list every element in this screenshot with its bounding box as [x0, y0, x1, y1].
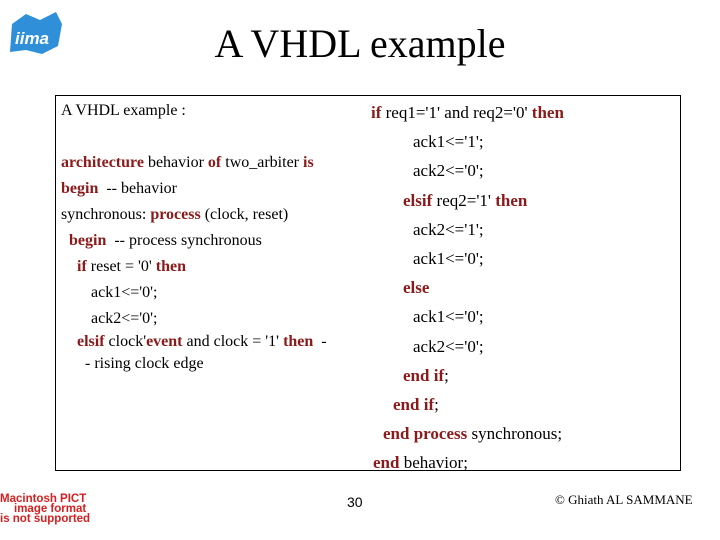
- code-line: [365, 273, 677, 302]
- code-line: [61, 176, 361, 202]
- code-keyword: of: [207, 154, 222, 171]
- code-line: [365, 215, 677, 244]
- code-line: [365, 98, 677, 127]
- code-keyword: else: [403, 278, 430, 298]
- code-text: -- behavior: [98, 180, 177, 197]
- code-line: [365, 302, 677, 331]
- page-number: 30: [347, 494, 363, 510]
- logo-text: iima: [15, 29, 50, 48]
- code-line: [61, 202, 361, 228]
- code-keyword: end: [373, 453, 400, 473]
- code-keyword: then: [155, 258, 187, 275]
- code-keyword: if: [371, 103, 382, 122]
- code-text: clock': [104, 333, 147, 350]
- code-keyword: then: [495, 190, 528, 210]
- author-credit: © Ghiath AL SAMMANE: [555, 492, 693, 507]
- code-line: [365, 244, 677, 273]
- left-code-heading: A VHDL example :: [61, 102, 186, 119]
- code-text: ;: [434, 395, 439, 415]
- code-text: synchronous;: [467, 424, 563, 444]
- code-text: ack2<='0';: [91, 310, 158, 327]
- code-text: ack2<='0';: [413, 161, 484, 181]
- code-keyword: elsif: [77, 333, 105, 350]
- code-text: ack2<='1';: [413, 219, 484, 239]
- code-line: [61, 228, 361, 254]
- code-keyword: begin: [61, 180, 99, 197]
- code-text: ack1<='0';: [413, 249, 484, 269]
- code-keyword: architecture: [61, 154, 144, 171]
- code-keyword: process: [413, 424, 468, 444]
- code-text: ack1<='0';: [413, 307, 484, 327]
- code-line: [365, 127, 677, 156]
- code-keyword: begin: [69, 232, 107, 249]
- code-line: [61, 332, 361, 354]
- code-text: behavior: [143, 154, 208, 171]
- code-line: [365, 448, 677, 477]
- code-line: [61, 306, 361, 332]
- code-text: ;: [444, 365, 449, 385]
- code-line: [61, 254, 361, 280]
- code-line: [365, 361, 677, 390]
- code-keyword: end: [393, 395, 420, 415]
- pict-notice-line: image format: [14, 503, 87, 515]
- pict-notice-line: is not supported: [0, 513, 91, 525]
- code-keyword: event: [146, 333, 183, 350]
- code-text: ack2<='0';: [413, 336, 484, 356]
- code-keyword: is: [303, 154, 314, 171]
- code-keyword: end: [403, 365, 430, 385]
- code-keyword: end: [383, 424, 410, 444]
- code-text: and clock = '1': [182, 333, 284, 350]
- code-keyword: process: [150, 206, 201, 223]
- code-line: [365, 419, 677, 448]
- code-keyword: then: [531, 103, 564, 122]
- code-text: ack1<='1';: [413, 132, 484, 152]
- right-code-column: [365, 98, 677, 478]
- code-keyword: if: [423, 395, 435, 415]
- pict-unsupported-notice: [0, 494, 132, 524]
- code-text: reset = '0': [86, 258, 156, 275]
- code-text: ack1<='0';: [91, 284, 158, 301]
- code-text: behavior;: [399, 453, 468, 473]
- code-text: req1='1' and req2='0': [381, 103, 532, 122]
- code-line: [61, 280, 361, 306]
- code-keyword: if: [77, 258, 87, 275]
- code-text: two_arbiter: [221, 154, 303, 171]
- code-text: - rising clock edge: [85, 355, 204, 372]
- spacer-row: [61, 124, 361, 150]
- code-line: [365, 156, 677, 185]
- code-line: [365, 332, 677, 361]
- code-text: -- process synchronous: [106, 232, 262, 249]
- code-text: synchronous:: [61, 206, 151, 223]
- code-keyword: then: [283, 333, 314, 350]
- code-line: [61, 354, 361, 376]
- slide-title: A VHDL example: [214, 21, 506, 66]
- code-keyword: if: [433, 365, 445, 385]
- code-line: [365, 390, 677, 419]
- code-text: req2='1': [432, 190, 496, 210]
- code-text: (clock, reset): [200, 206, 289, 223]
- code-line: [365, 186, 677, 215]
- code-line: [61, 150, 361, 176]
- left-code-column: [61, 98, 361, 376]
- code-text: -: [313, 333, 327, 350]
- code-keyword: elsif: [403, 190, 433, 210]
- pict-notice-line: Macintosh PICT: [0, 493, 87, 505]
